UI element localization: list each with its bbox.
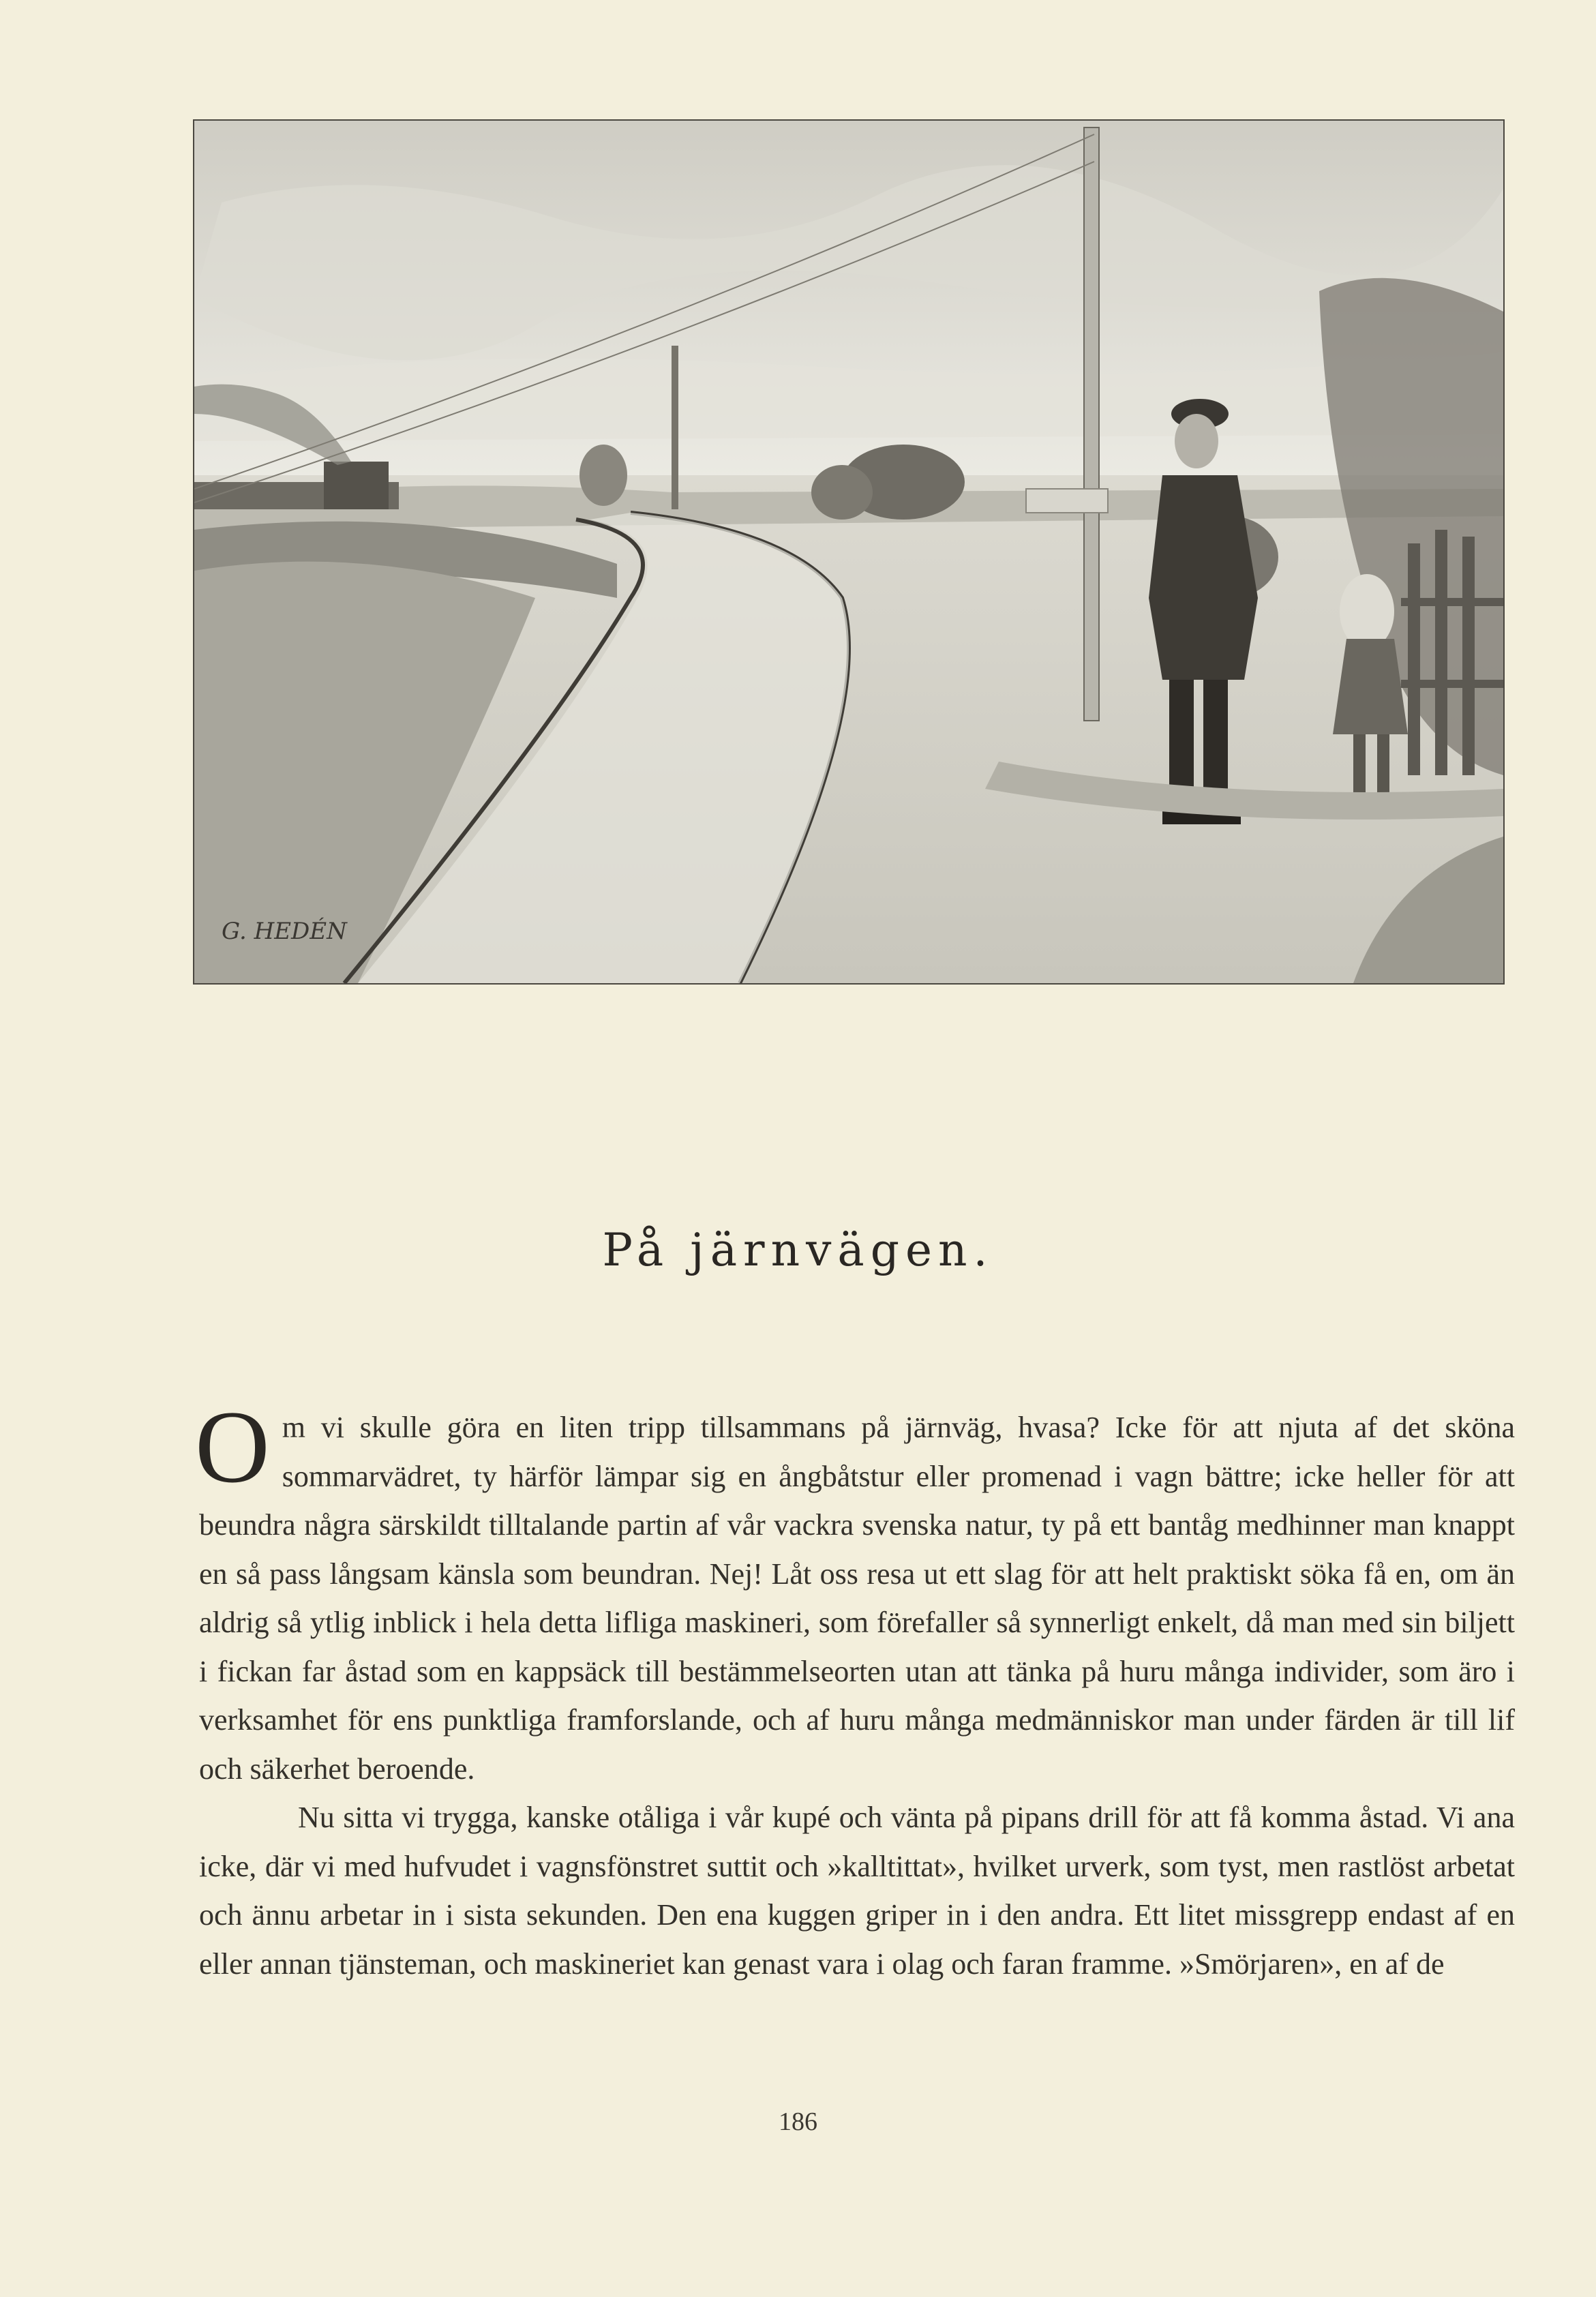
paragraph-2: Nu sitta vi trygga, kanske otåliga i vår kupé och vänta på pipans drill för att få komma åstad. Vi ana icke, där vi med hufvudet i vagnsfönstret suttit och »kalltittat», hvilket urverk, som tyst, men rastlöst arbetat och ännu arbetar in i sista sekunden. Den ena kuggen griper in i den andra. Ett litet missgrepp endast af en eller annan tjänsteman, och maskineriet kan genast vara i olag och faran framme. »Smörjaren», en af de xyxy=(199,1801,1515,1981)
body-text xyxy=(195,1390,1515,1988)
locomotive xyxy=(324,462,389,509)
artist-signature: G. HEDÉN xyxy=(222,918,347,945)
farmhouse xyxy=(1026,489,1108,513)
telegraph-pole-far xyxy=(672,346,678,509)
page-number: 186 xyxy=(779,2107,817,2136)
drop-cap: O xyxy=(195,1390,270,1504)
paragraph-1-text: m vi skulle göra en liten tripp tillsammans på järnväg, hvasa? Icke för att njuta af det sköna sommarvädret, ty härför lämpar sig en ångbåtstur eller promenad i vagn bättre; icke heller för att beundra några särskildt tilltalande partin af vår vackra svenska natur, ty på ett bantåg medhinner man knappt en så pass långsam känsla som beundran. Nej! Låt oss resa ut ett slag för att helt praktiskt söka få en, om än aldrig så ytlig inblick i hela detta lifliga maskineri, som förefaller så synnerligt enkelt, då man med sin biljett i fickan far åstad som en kappsäck till bestämmelseorten utan att tänka på huru många individer, som äro i verksamhet för ens punktliga framforslande, och af huru många medmänniskor man under färden är till lif och säkerhet beroende. xyxy=(199,1411,1515,1786)
engraving xyxy=(194,121,1503,983)
paragraph-1 xyxy=(195,1390,1515,1793)
illustration-railway-scene xyxy=(193,119,1505,985)
chapter-title: På järnvägen. xyxy=(602,1224,994,1276)
telegraph-pole xyxy=(1084,127,1099,721)
tree xyxy=(579,445,627,506)
trees xyxy=(811,465,873,520)
